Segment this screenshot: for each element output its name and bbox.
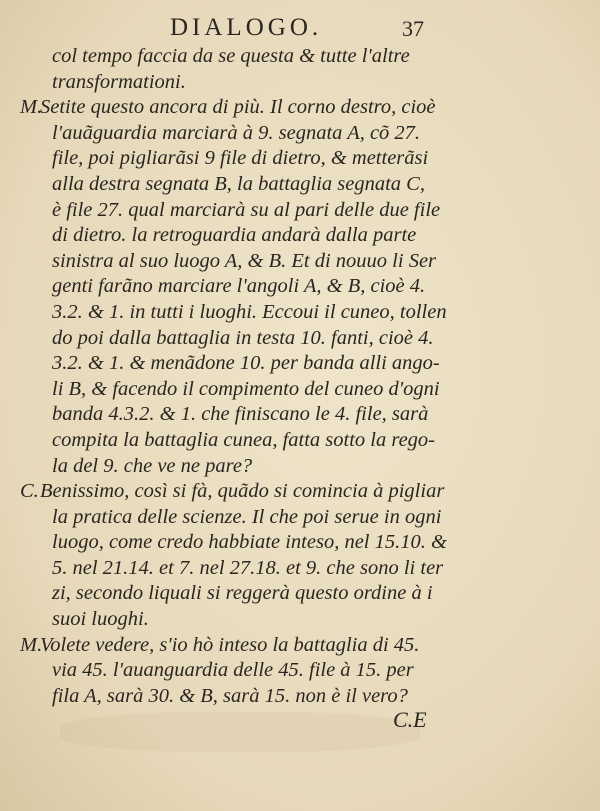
line-text: zi, secondo liquali si reggerà questo ordine à i — [52, 582, 433, 605]
text-line — [0, 530, 600, 556]
text-line — [0, 581, 600, 607]
text-line — [0, 454, 600, 480]
page-number: 37 — [402, 16, 424, 41]
line-text: Benissimo, così si fà, quãdo si comincia à pigliar — [40, 480, 445, 503]
line-text: suoi luoghi. — [52, 608, 149, 631]
text-line — [0, 479, 600, 505]
text-line — [0, 249, 600, 275]
line-text: banda 4.3.2. & 1. che finiscano le 4. file, sarà — [52, 403, 429, 426]
text-line — [0, 402, 600, 428]
text-line — [0, 428, 600, 454]
text-line — [0, 44, 600, 70]
line-text: via 45. l'auanguardia delle 45. file à 15. per — [52, 659, 414, 682]
text-line — [0, 326, 600, 352]
text-line — [0, 274, 600, 300]
text-line — [0, 505, 600, 531]
line-text: 3.2. & 1. in tutti i luoghi. Eccoui il cuneo, tollen — [52, 300, 447, 323]
catchword: C.E — [393, 707, 427, 732]
text-line — [0, 198, 600, 224]
text-line — [0, 121, 600, 147]
text-line — [0, 300, 600, 326]
text-line — [0, 146, 600, 172]
line-text: Setite questo ancora di più. Il corno destro, cioè — [40, 96, 436, 119]
line-text: compita la battaglia cunea, fatta sotto la rego- — [52, 428, 436, 451]
line-text: sinistra al suo luogo A, & B. Et di nouuo li Ser — [52, 249, 437, 272]
text-line — [0, 70, 600, 96]
line-text: transformationi. — [52, 70, 186, 93]
line-text: genti farãno marciare l'angoli A, & B, cioè 4. — [52, 275, 426, 298]
dialogue-text — [0, 44, 600, 709]
text-line — [0, 684, 600, 710]
text-line — [0, 351, 600, 377]
speaker-label: C. — [20, 480, 39, 503]
line-text: 5. nel 21.14. et 7. nel 27.18. et 9. che sono li ter — [52, 556, 444, 579]
line-text: alla destra segnata B, la battaglia segnata C, — [52, 172, 425, 195]
line-text: col tempo faccia da se questa & tutte l'altre — [52, 45, 410, 67]
line-text: 3.2. & 1. & menãdone 10. per banda alli ango- — [52, 352, 440, 375]
line-text: li B, & facendo il compimento del cuneo d'ogni — [52, 377, 440, 400]
text-line — [0, 658, 600, 684]
line-text: è file 27. qual marciarà su al pari delle due file — [52, 198, 441, 221]
line-text: Volete vedere, s'io hò inteso la battaglia di 45. — [40, 633, 420, 656]
speaker-label: M. — [20, 633, 43, 656]
text-line — [0, 95, 600, 121]
paper-stain — [60, 712, 420, 752]
text-line — [0, 556, 600, 582]
text-line — [0, 223, 600, 249]
running-head: DIALOGO. — [170, 14, 323, 41]
text-line — [0, 377, 600, 403]
line-text: do poi dalla battaglia in testa 10. fanti, cioè 4. — [52, 326, 434, 349]
line-text: la pratica delle scienze. Il che poi serue in ogni — [52, 505, 442, 528]
speaker-label: M. — [20, 96, 43, 119]
line-text: file, poi pigliarãsi 9 file di dietro, & metterãsi — [52, 147, 429, 170]
line-text: di dietro. la retroguardia andarà dalla parte — [52, 224, 417, 247]
page-header — [0, 14, 600, 46]
text-line — [0, 172, 600, 198]
line-text: l'auãguardia marciarà à 9. segnata A, cõ 27. — [52, 121, 421, 144]
line-text: luogo, come credo habbiate inteso, nel 15.10. & — [52, 531, 447, 554]
line-text: la del 9. che ve ne pare? — [52, 454, 253, 477]
text-line — [0, 607, 600, 633]
line-text: fila A, sarà 30. & B, sarà 15. non è il vero? — [52, 684, 408, 707]
text-line — [0, 633, 600, 659]
